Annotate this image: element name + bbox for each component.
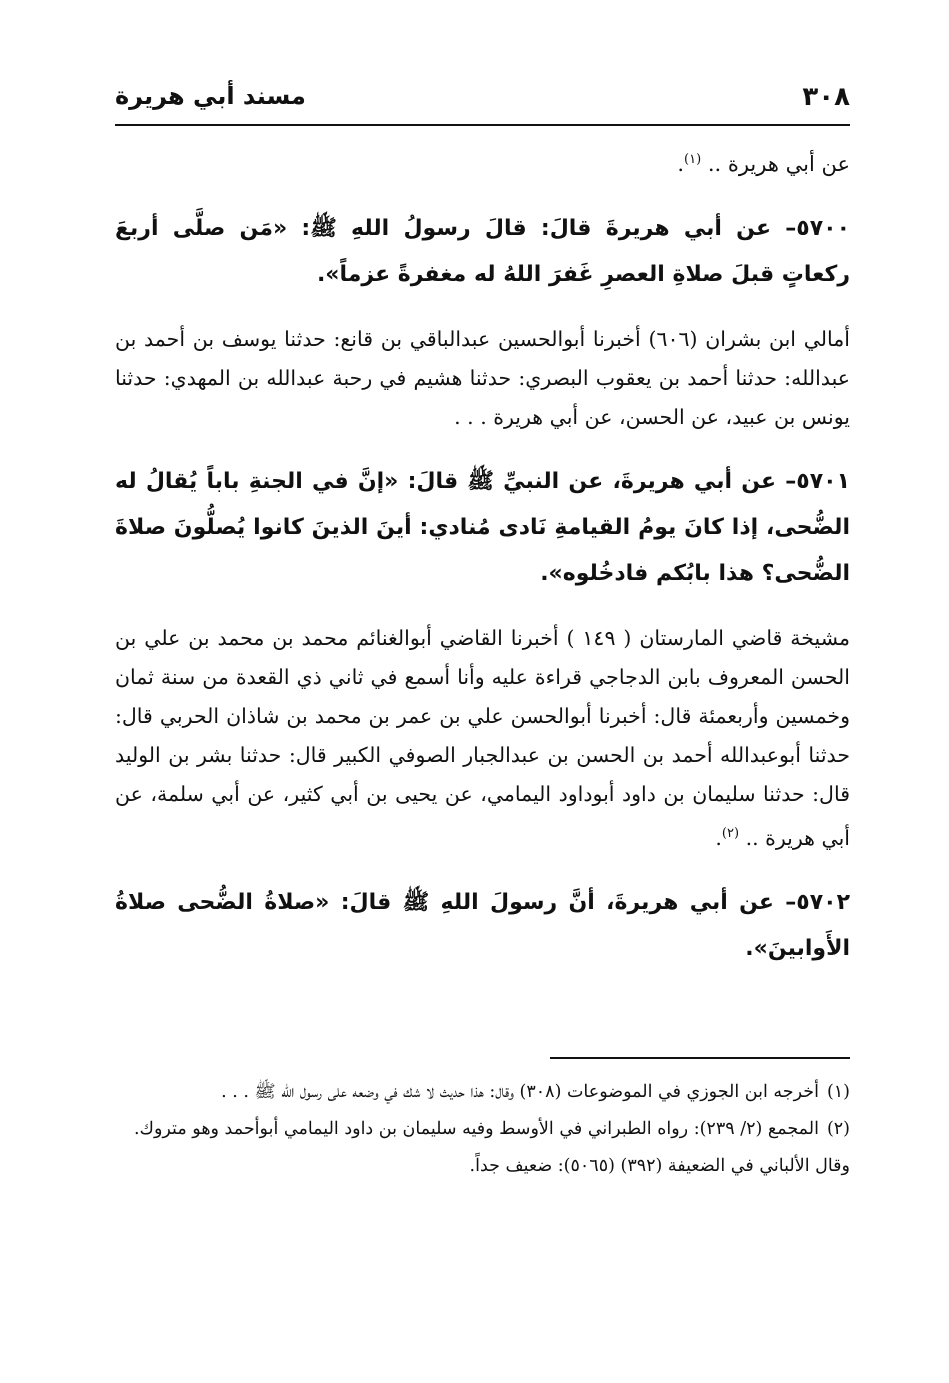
page-number: ٣٠٨ bbox=[802, 82, 850, 112]
source-5700: أمالي ابن بشران (٦٠٦) أخبرنا أبوالحسين عبدالباقي بن قانع: حدثنا يوسف بن أحمد بن عبدالله: حدثنا أحمد بن يعقوب البصري: حدثنا هشيم في رحبة عبدالله بن المهدي: حدثنا يونس بن عبيد، عن الحسن، عن أبي هريرة . . . bbox=[115, 327, 850, 429]
page-header bbox=[115, 82, 850, 122]
footnote-text: أخرجه ابن الجوزي في الموضوعات (٣٠٨) وقال: هذا حديث لا شك في وضعه على رسول الله ﷺ . . . bbox=[221, 1082, 819, 1102]
hadith-5700: ٥٧٠٠– عن أبي هريرةَ قالَ: قالَ رسولُ اللهِ ﷺ: «مَن صلَّى أربعَ ركعاتٍ قبلَ صلاةِ العصرِ غَفرَ اللهُ له مغفرةً عزماً». bbox=[115, 216, 850, 287]
hadith-5702: ٥٧٠٢– عن أبي هريرةَ، أنَّ رسولَ اللهِ ﷺ قالَ: «صلاةُ الضُّحى صلاةُ الأَوابينَ». bbox=[115, 889, 850, 961]
footnote-number: (٢) bbox=[826, 1119, 850, 1139]
header-rule bbox=[115, 124, 850, 126]
footnote-ref-1[interactable]: (١) bbox=[684, 152, 702, 167]
intro-line bbox=[115, 140, 850, 184]
source-5701 bbox=[115, 619, 850, 858]
footnote-number: (١) bbox=[826, 1082, 850, 1102]
footnote-rule bbox=[550, 1057, 850, 1059]
footnote-ref-2[interactable]: (٢) bbox=[721, 826, 740, 841]
footnote-2 bbox=[115, 1113, 850, 1146]
intro-text: عن أبي هريرة .. bbox=[701, 152, 850, 176]
main-text bbox=[115, 140, 850, 994]
footnote-2-continuation: وقال الألباني في الضعيفة (٣٩٢) (٥٠٦٥): ضعيف جداً. bbox=[469, 1156, 850, 1176]
source-5701-text: مشيخة قاضي المارستان ( ١٤٩ ) أخبرنا القاضي أبوالغنائم محمد بن محمد بن علي بن الحسن المعروف بابن الدجاجي قراءة عليه وأنا أسمع في ثاني ذي القعدة من سنة ثمان وخمسين وأربعمئة قال: أخبرنا أبوالحسن علي بن عمر بن محمد بن شاذان الحربي قال: حدثنا أبوعبدالله أحمد بن الحسن بن عبدالجبار الصوفي الكبير قال: حدثنا بشر بن الوليد قال: حدثنا سليمان بن داود أبوداود اليمامي، عن يحيى بن أبي كثير، عن أبي سلمة، عن أبي هريرة .. bbox=[115, 626, 850, 850]
running-title: مسند أبي هريرة bbox=[115, 82, 306, 110]
footnote-text: المجمع (٢/ ٢٣٩): رواه الطبراني في الأوسط وفيه سليمان بن داود اليمامي أبوأحمد وهو متروك. bbox=[133, 1119, 819, 1139]
hadith-5701: ٥٧٠١– عن أبي هريرةَ، عن النبيِّ ﷺ قالَ: «إنَّ في الجنةِ باباً يُقالُ له الضُّحى، إذا كانَ يومُ القيامةِ نَادى مُنادي: أينَ الذينَ كانوا يُصلُّونَ صلاةَ الضُّحى؟ هذا بابُكم فادخُلوه». bbox=[115, 469, 850, 586]
footnote-1 bbox=[115, 1076, 850, 1109]
footnotes bbox=[115, 1076, 850, 1183]
source-5701-end: . bbox=[715, 825, 722, 850]
intro-end: . bbox=[677, 152, 684, 176]
